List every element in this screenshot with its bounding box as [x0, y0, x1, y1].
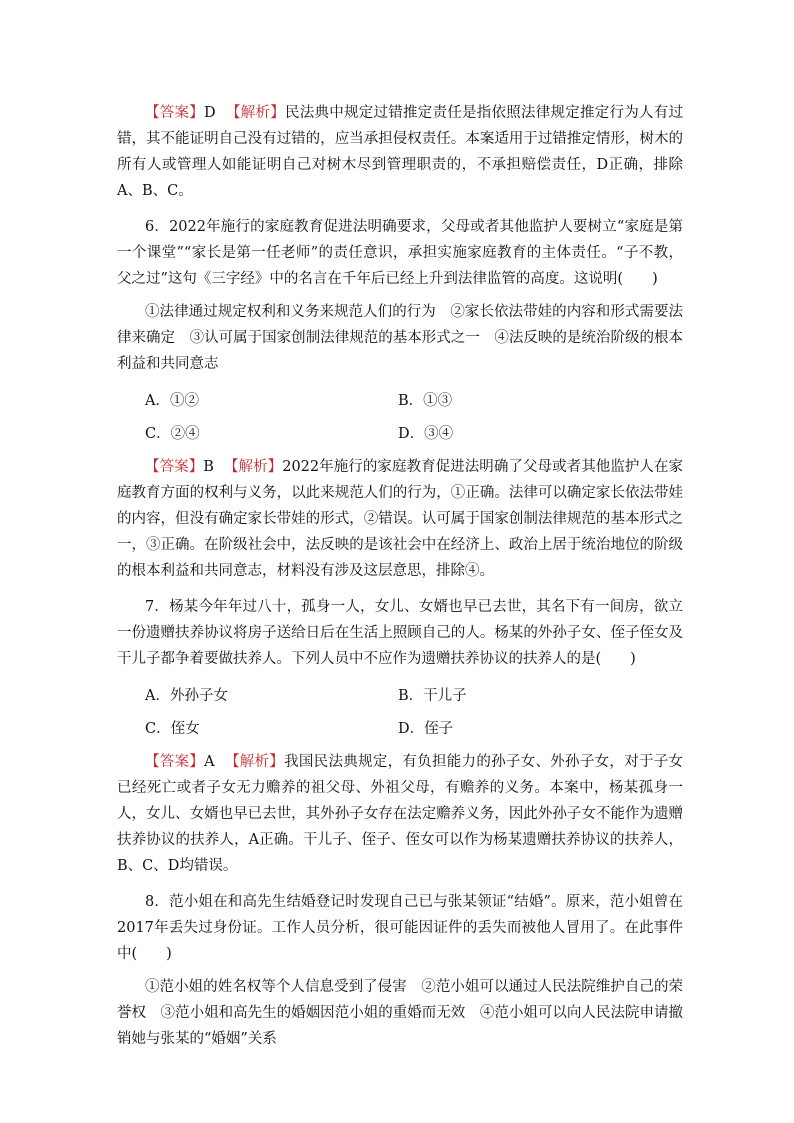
option-d: D．③④ [398, 425, 454, 442]
answer-tag: 【 答案 】 [145, 754, 204, 770]
answer-letter: A [204, 754, 215, 770]
analysis-tag: 【 解析 】 [224, 459, 282, 475]
options-grid [117, 384, 683, 450]
option-a: A．①② [145, 392, 199, 409]
answer-letter: D [204, 105, 216, 121]
answer-block [117, 454, 683, 584]
option-c: C．侄女 [145, 720, 200, 737]
option-b: B．①③ [398, 392, 453, 409]
analysis-text: 2022年施行的家庭教育促进法明确了父母或者其他监护人在家庭教育方面的权利与义务，以此来规范人们的行为，①正确。法律可以确定家长依法带娃的内容，但没有确定家长带娃的形式，②错误。认可属于国家创制法律规范的基本形式之一，③正确。在阶级社会中，法反映的是该社会中在经济上、政治上居于统治地位的阶级的根本利益和共同意志，材料没有涉及这层意思，排除④。 [117, 459, 684, 579]
analysis-tag: 【 解析 】 [226, 105, 285, 121]
question-stem: 6．2022年施行的家庭教育促进法明确要求，父母或者其他监护人要树立“家庭是第一个课堂”“家长是第一任老师”的责任意识，承担实施家庭教育的主体责任。“子不教，父之过”这句《三字经》中的名言在千年后已经上升到法律监管的高度。这说明( ) [117, 219, 683, 287]
document-content [117, 100, 683, 1059]
option-b: B．干儿子 [398, 687, 467, 704]
answer-tag: 【 答案 】 [145, 105, 204, 121]
option-c: C．②④ [145, 425, 200, 442]
answer-tag: 【 答案 】 [145, 459, 203, 475]
question-statements: ①范小姐的姓名权等个人信息受到了侵害 ②范小姐可以通过人民法院维护自己的荣誉权 ③范小姐和高先生的婚姻因范小姐的重婚而无效 ④范小姐可以向人民法院申请撤销她与张某的“婚姻”关系 [117, 979, 683, 1047]
options-grid [117, 679, 683, 745]
answer-block [117, 100, 683, 204]
answer-letter: B [203, 459, 214, 475]
answer-block [117, 749, 683, 879]
question-stem: 8．范小姐在和高先生结婚登记时发现自己已与张某领证“结婚”。原来，范小姐曾在2017年丢失过身份证。工作人员分析，很可能因证件的丢失而被他人冒用了。在此事件中( ) [117, 894, 683, 962]
analysis-text: 民法典中规定过错推定责任是指依照法律规定推定行为人有过错，其不能证明自己没有过错的，应当承担侵权责任。本案适用于过错推定情形，树木的所有人或管理人如能证明自己对树木尽到管理职责的，不承担赔偿责任，D正确，排除A、B、C。 [117, 105, 684, 199]
analysis-text: 我国民法典规定，有负担能力的孙子女、外孙子女，对于子女已经死亡或者子女无力赡养的祖父母、外祖父母，有赡养的义务。本案中，杨某孤身一人，女儿、女婿也早已去世，其外孙子女存在法定赡养义务，因此外孙子女不能作为遗赠扶养协议的扶养人，A正确。干儿子、侄子、侄女可以作为杨某遗赠扶养协议的扶养人，B、C、D均错误。 [117, 754, 684, 874]
option-a: A．外孙子女 [145, 687, 228, 704]
option-d: D．侄子 [398, 720, 454, 737]
question-statements: ①法律通过规定权利和义务来规范人们的行为 ②家长依法带娃的内容和形式需要法律来确定 ③认可属于国家创制法律规范的基本形式之一 ④法反映的是统治阶级的根本利益和共同意志 [117, 304, 683, 372]
question-stem: 7．杨某今年年过八十，孤身一人，女儿、女婿也早已去世，其名下有一间房，欲立一份遗赠扶养协议将房子送给日后在生活上照顾自己的人。杨某的外孙子女、侄子侄女及干儿子都争着要做扶养人。下列人员中不应作为遗赠扶养协议的扶养人的是( ) [117, 599, 683, 667]
analysis-tag: 【 解析 】 [225, 754, 284, 770]
